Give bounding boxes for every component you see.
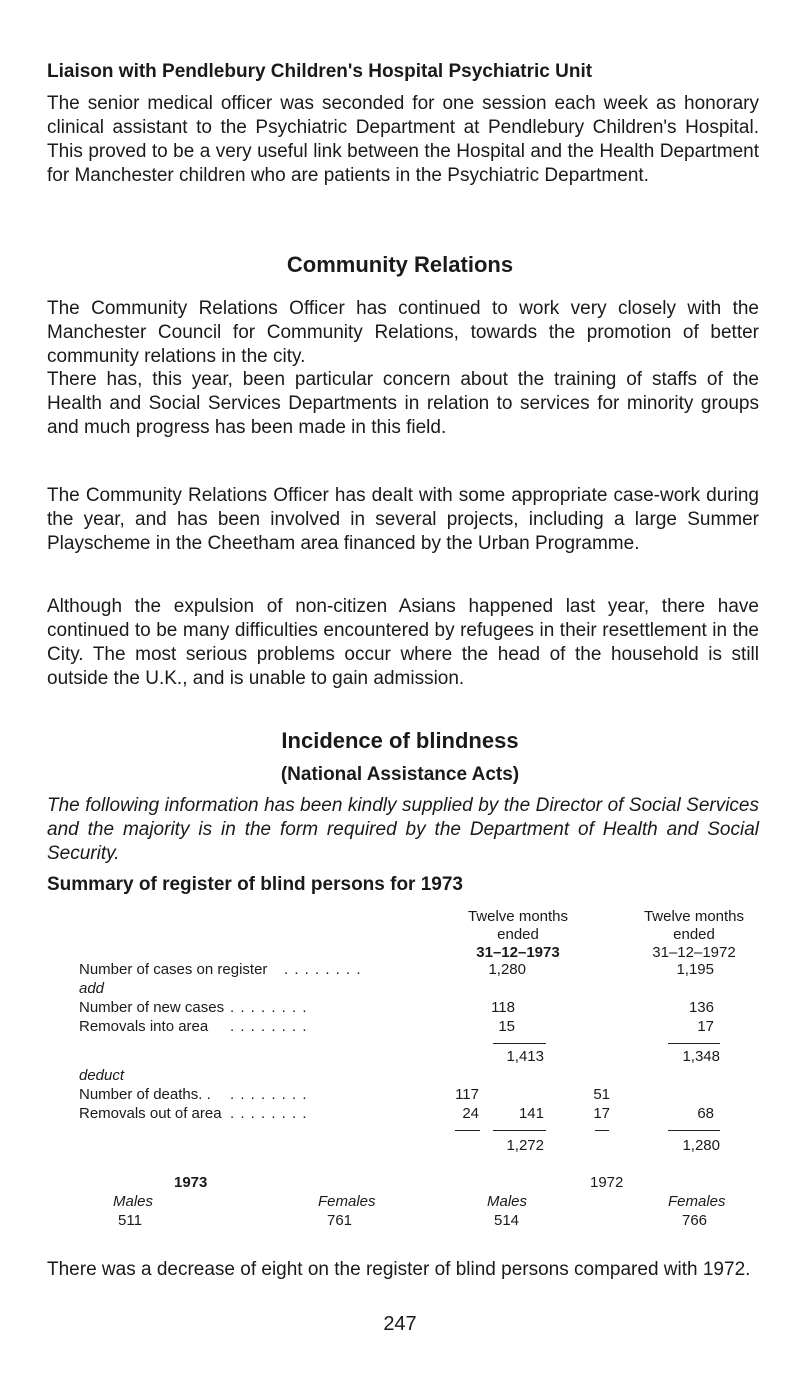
row-deaths-label: Number of deaths. . <box>79 1086 211 1103</box>
column-header-1972 <box>614 908 774 962</box>
add-label: add <box>79 980 105 997</box>
liaison-paragraph: The senior medical officer was seconded for one session each week as honorary clinical assistant to the Psychiatric Department at Pendlebury Children's Hospital. This proved to be a very useful link between the Hospital and the Health Department for Manchester children who are patients in the Psychiatric Department. <box>47 93 759 186</box>
column-header-1972-line1: Twelve months <box>643 908 745 925</box>
total-rule-detail-1973 <box>455 1130 480 1131</box>
column-header-1972-line2: ended <box>673 926 715 943</box>
row-deaths-detail-1972: 51 <box>593 1086 610 1103</box>
community-paragraph-2: There has, this year, been particular concern about the training of staffs of the Health and Social Services Departments in relation to services for minority groups and much progress has been made in this field. <box>47 369 759 438</box>
column-header-1972-line3: 31–12–1972 <box>652 944 736 961</box>
row-register-leader: . . . . . . . . <box>284 961 362 978</box>
total-rule-1973 <box>493 1130 546 1131</box>
total-1973: 1,272 <box>506 1137 544 1154</box>
community-paragraph-3: The Community Relations Officer has dealt with some appropriate case-work during the year, and has been involved in several projects, including a large Summer Playscheme in the Cheetham area financed by the Urban Programme. <box>47 485 759 554</box>
subtotal-rule-1973 <box>493 1043 546 1044</box>
row-removals-out-label: Removals out of area <box>79 1105 222 1122</box>
row-deaths-leader: . . . . . . . . <box>230 1086 308 1103</box>
column-header-1973-line2: ended <box>497 926 539 943</box>
row-removals-out-1973: 141 <box>518 1105 544 1122</box>
total-1972: 1,280 <box>682 1137 720 1154</box>
row-removals-out-detail-1973: 24 <box>462 1105 479 1122</box>
row-removals-out-1972: 68 <box>697 1105 714 1122</box>
community-paragraph-4: Although the expulsion of non-citizen Asians happened last year, there have continued to be many difficulties encountered by refugees in their resettlement in the City. The most serious problems occur where the head of the household is still outside the U.K., and is unable to gain admission. <box>47 596 759 689</box>
females-label-1972: Females <box>668 1193 726 1210</box>
females-1972: 766 <box>682 1212 708 1229</box>
blindness-intro: The following information has been kindly supplied by the Director of Social Services and the majority is in the form required by the Department of Health and Social Security. <box>47 795 759 864</box>
subtotal-1973: 1,413 <box>506 1048 544 1065</box>
summary-title: Summary of register of blind persons for 1973 <box>47 874 463 895</box>
females-1973: 761 <box>327 1212 353 1229</box>
community-paragraph-1: The Community Relations Officer has continued to work very closely with the Manchester Council for Community Relations, towards the promotion of better community relations in the city. <box>47 298 759 367</box>
row-removals-in-1972: 17 <box>697 1018 714 1035</box>
subtotal-1972: 1,348 <box>682 1048 720 1065</box>
page-number: 247 <box>383 1313 417 1335</box>
community-relations-heading: Community Relations <box>286 252 514 277</box>
row-register-1973: 1,280 <box>488 961 526 978</box>
gender-year-1972: 1972 <box>590 1174 624 1191</box>
row-deaths-detail-1973: 117 <box>455 1086 479 1103</box>
males-label-1972: Males <box>487 1193 528 1210</box>
row-removals-in-leader: . . . . . . . . <box>230 1018 308 1035</box>
row-removals-in-label: Removals into area <box>79 1018 209 1035</box>
column-header-1973-line3: 31–12–1973 <box>476 944 560 961</box>
males-1973: 511 <box>118 1212 142 1229</box>
blindness-heading: Incidence of blindness <box>281 728 519 753</box>
row-new-1972: 136 <box>688 999 714 1016</box>
row-register-label: Number of cases on register <box>79 961 268 978</box>
males-1972: 514 <box>494 1212 520 1229</box>
liaison-heading: Liaison with Pendlebury Children's Hospital Psychiatric Unit <box>47 61 593 82</box>
row-new-leader: . . . . . . . . <box>230 999 308 1016</box>
row-removals-out-detail-1972: 17 <box>593 1105 610 1122</box>
blindness-subheading: (National Assistance Acts) <box>280 764 520 785</box>
closing-paragraph: There was a decrease of eight on the register of blind persons compared with 1972. <box>47 1259 751 1280</box>
row-removals-in-1973: 15 <box>498 1018 515 1035</box>
row-register-1972: 1,195 <box>676 961 714 978</box>
deduct-label: deduct <box>79 1067 125 1084</box>
row-new-label: Number of new cases <box>79 999 225 1016</box>
females-label-1973: Females <box>318 1193 376 1210</box>
males-label-1973: Males <box>113 1193 154 1210</box>
column-header-1973-line1: Twelve months <box>467 908 569 925</box>
column-header-1973 <box>438 908 598 962</box>
row-new-1973: 118 <box>491 999 515 1016</box>
row-removals-out-leader: . . . . . . . . <box>230 1105 308 1122</box>
total-rule-detail-1972 <box>595 1130 609 1131</box>
gender-year-1973: 1973 <box>174 1174 208 1191</box>
subtotal-rule-1972 <box>668 1043 720 1044</box>
total-rule-1972 <box>668 1130 720 1131</box>
